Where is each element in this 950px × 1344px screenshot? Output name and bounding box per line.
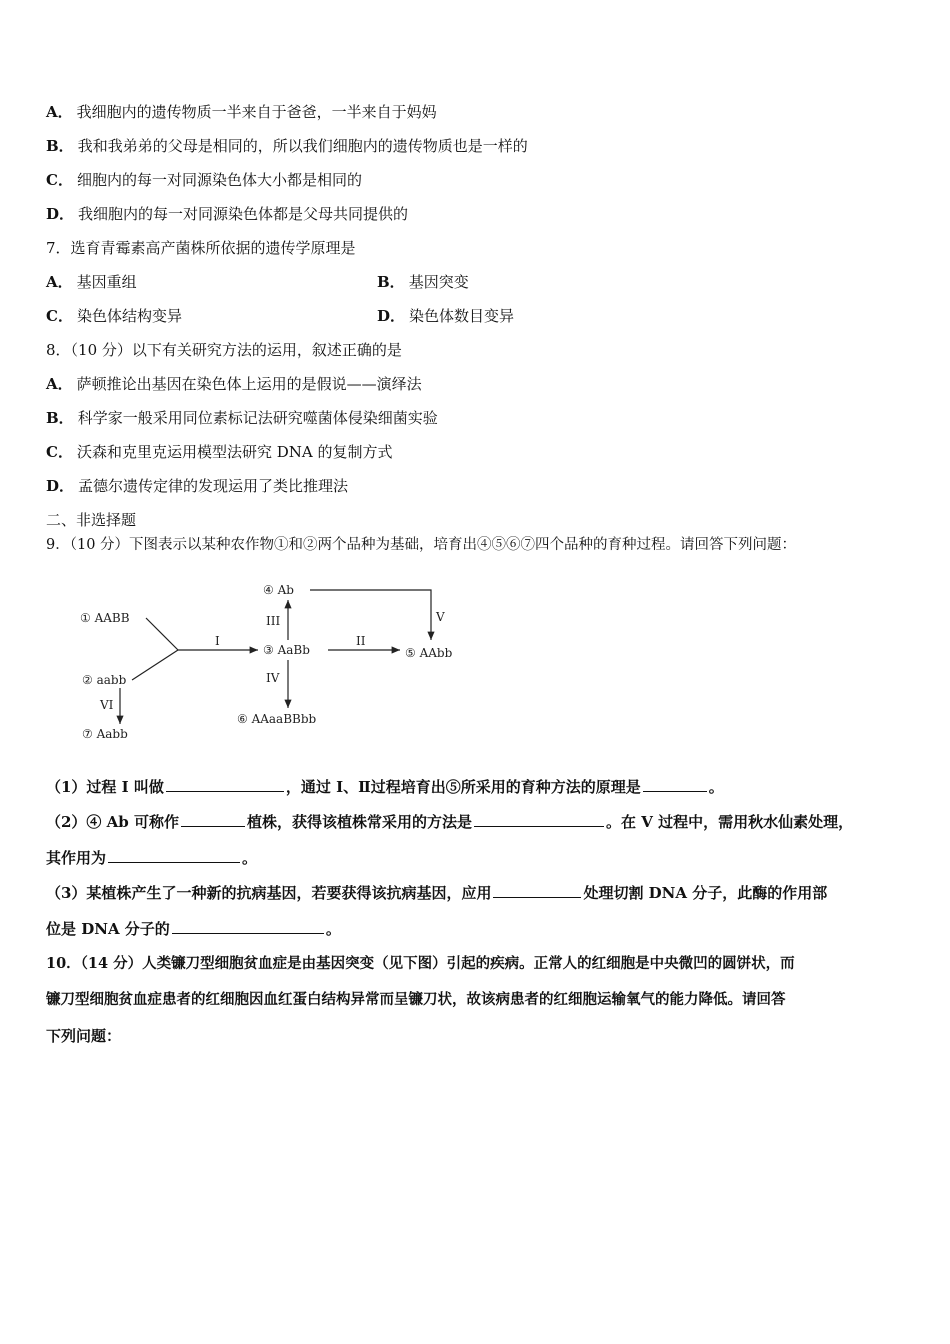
q9-sub-3 — [46, 883, 827, 903]
option-letter: C． — [46, 443, 73, 461]
label-process-1: I — [215, 634, 220, 648]
answer-blank[interactable] — [181, 812, 245, 827]
option-letter: B． — [46, 409, 74, 427]
option-text: 染色体数目变异 — [409, 307, 515, 325]
q6-option-b — [46, 136, 528, 156]
q10-line-3: 下列问题： — [46, 1027, 122, 1045]
answer-blank[interactable] — [474, 812, 604, 827]
q9-sub-2-text-a: （2）④ Ab 可称作 — [46, 813, 180, 831]
q9-stem: 9．（10 分）下图表示以某种农作物①和②两个品种为基础，培育出④⑤⑥⑦四个品种的育种过程。请回答下列问题： — [46, 537, 797, 553]
q9-sub-3-text-d: 。 — [325, 920, 341, 938]
q8-stem: 8．（10 分）以下有关研究方法的运用，叙述正确的是 — [46, 341, 402, 359]
q7-option-a — [46, 273, 137, 291]
option-text: 我细胞内的遗传物质一半来自于爸爸，一半来自于妈妈 — [76, 103, 437, 121]
option-letter: C． — [46, 307, 73, 325]
option-text: 孟德尔遗传定律的发现运用了类比推理法 — [78, 477, 349, 495]
q6-option-a — [46, 102, 437, 122]
option-letter: D． — [46, 477, 75, 495]
q7-row-1 — [46, 272, 469, 292]
answer-blank[interactable] — [166, 777, 284, 792]
option-letter: D． — [377, 307, 406, 325]
q9-sub-3-cont — [46, 919, 341, 939]
q9-sub-2 — [46, 812, 853, 832]
section-title: 二、非选择题 — [46, 511, 137, 529]
answer-blank[interactable] — [643, 777, 707, 792]
label-process-3: III — [266, 614, 281, 628]
q9-sub-1-text-b: ，通过 I、Ⅱ过程培育出⑤所采用的育种方法的原理是 — [285, 778, 641, 796]
option-text: 基因突变 — [408, 273, 469, 291]
q6-option-c — [46, 170, 362, 190]
q7-row-2 — [46, 306, 515, 326]
option-letter: C． — [46, 171, 73, 189]
node-7: ⑦ Aabb — [82, 727, 128, 741]
option-letter: A． — [46, 375, 73, 393]
option-text: 科学家一般采用同位素标记法研究噬菌体侵染细菌实验 — [77, 409, 438, 427]
q9-sub-2-text-b: 植株，获得该植株常采用的方法是 — [247, 813, 473, 831]
arrow-process-5 — [310, 590, 431, 640]
label-process-5: V — [436, 610, 445, 624]
option-letter: A． — [46, 273, 73, 291]
option-text: 细胞内的每一对同源染色体大小都是相同的 — [76, 171, 362, 189]
option-text: 我和我弟弟的父母是相同的，所以我们细胞内的遗传物质也是一样的 — [77, 137, 528, 155]
q8-option-a — [46, 374, 422, 394]
q9-sub-2-text-c: 。在 V 过程中，需用秋水仙素处理， — [606, 813, 854, 831]
answer-blank[interactable] — [108, 848, 240, 863]
q7-option-d — [377, 306, 514, 326]
node-2: ② aabb — [82, 673, 127, 687]
q6-option-d — [46, 204, 408, 224]
q9-sub-2-text-e: 。 — [242, 849, 258, 867]
q9-sub-3-text-c: 位是 DNA 分子的 — [46, 920, 170, 938]
option-text: 染色体结构变异 — [76, 307, 182, 325]
q9-sub-1-text-a: （1）过程 I 叫做 — [46, 778, 164, 796]
node-6: ⑥ AAaaBBbb — [237, 712, 317, 726]
q9-sub-2-text-d: 其作用为 — [46, 849, 107, 867]
breeding-diagram — [70, 574, 490, 754]
option-text: 萨顿推论出基因在染色体上运用的是假说——演绎法 — [76, 375, 422, 393]
q7-stem: 7．选育青霉素高产菌株所依据的遗传学原理是 — [46, 239, 356, 257]
node-4: ④ Ab — [263, 583, 294, 597]
option-text: 基因重组 — [76, 273, 137, 291]
option-text: 沃森和克里克运用模型法研究 DNA 的复制方式 — [76, 443, 393, 461]
q9-sub-2-cont — [46, 848, 257, 868]
q7-option-c — [46, 307, 182, 325]
q8-option-c — [46, 442, 392, 462]
q7-option-b — [377, 272, 469, 292]
q9-sub-1 — [46, 777, 724, 797]
node-5: ⑤ AAbb — [405, 646, 453, 660]
q8-option-b — [46, 408, 438, 428]
option-letter: B． — [46, 137, 74, 155]
q9-sub-1-text-c: 。 — [708, 778, 724, 796]
edge-1-merge — [146, 618, 178, 650]
q9-sub-3-text-b: 处理切割 DNA 分子，此酶的作用部 — [583, 884, 828, 902]
q10-line-1: 10．（14 分）人类镰刀型细胞贫血症是由基因突变（见下图）引起的疾病。正常人的红细胞是中央微凹的圆饼状，而 — [46, 955, 795, 972]
answer-blank[interactable] — [493, 883, 581, 898]
label-process-4: IV — [266, 671, 280, 685]
label-process-2: II — [356, 634, 366, 648]
node-3: ③ AaBb — [263, 643, 310, 657]
option-letter: D． — [46, 205, 75, 223]
edge-2-merge — [132, 650, 178, 680]
option-letter: B． — [377, 273, 405, 291]
q10-line-2: 镰刀型细胞贫血症患者的红细胞因血红蛋白结构异常而呈镰刀状，故该病患者的红细胞运输氧气的能力降低。请回答 — [46, 991, 786, 1008]
option-text: 我细胞内的每一对同源染色体都是父母共同提供的 — [78, 205, 409, 223]
node-1: ① AABB — [80, 611, 130, 625]
option-letter: A． — [46, 103, 73, 121]
answer-blank[interactable] — [172, 919, 324, 934]
label-process-6: VI — [100, 698, 114, 712]
q9-sub-3-text-a: （3）某植株产生了一种新的抗病基因，若要获得该抗病基因，应用 — [46, 884, 492, 902]
q8-option-d — [46, 476, 348, 496]
